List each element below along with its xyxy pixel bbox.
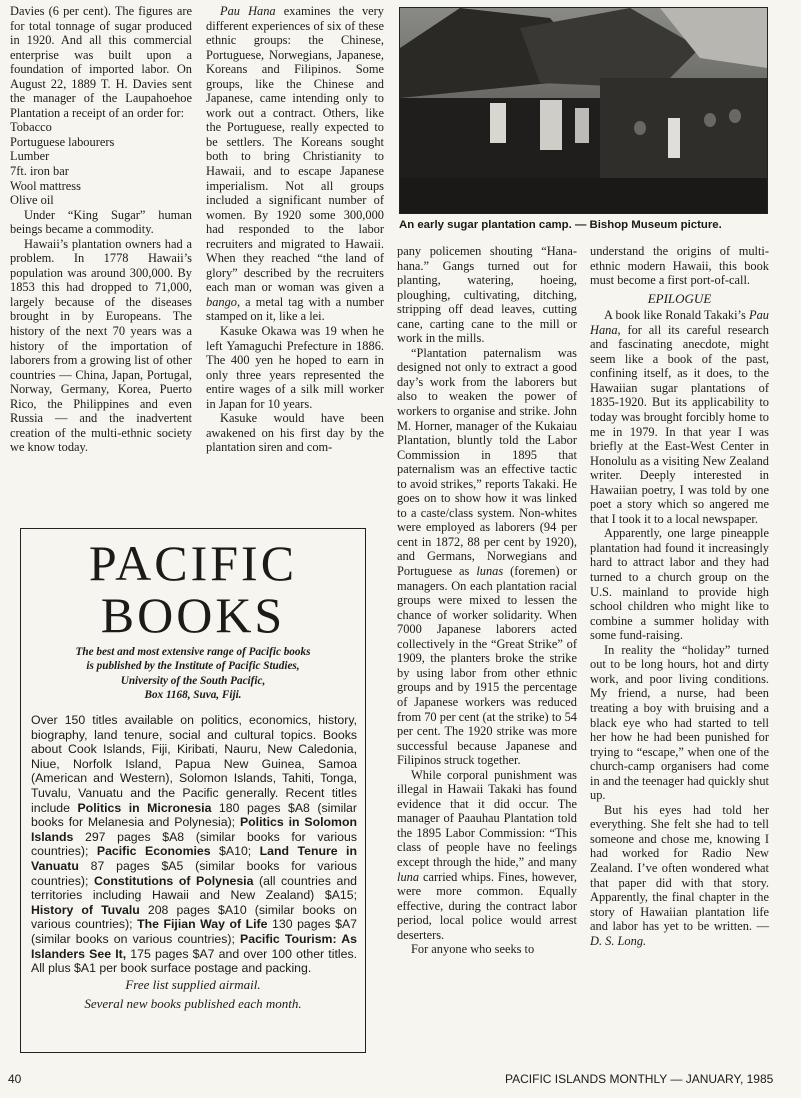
book-title: Pau Hana [590,308,769,337]
term-luna: luna [397,869,420,884]
paragraph: Pau Hana examines the very different experiences of six of these ethnic groups: the Chinese, Portuguese, Norwegians, Japanese, Koreans and Filipinos. Some groups, like the Chinese and Japanese, came intending only to work out a contract. Others, like the Portuguese, really expected to be settlers. The Koreans sought both to bring Christianity to Hawaii, and to escape Japanese imperialism. Not all groups included a significant number of women. By 1920 some 300,000 had responded to the labor recruiters and migrated to Hawaii. When they reached “the land of glory” described by the recruiters each man or woman was given a bango, a metal tag with a number stamped on it, like a lei. [206,4,384,324]
book-title: Pacific Economies [96,844,211,859]
pacific-books-advertisement [20,528,366,1053]
ad-subtitle: The best and most extensive range of Pacific books is published by the Institute of Pacific Studies, University of the South Pacific, Box 1168, Suva, Fiji. [75,646,311,701]
paragraph: Davies (6 per cent). The figures are for total tonnage of sugar produced in 1920. And all this commercial enterprise was built upon a foundation of imported labor. On August 22, 1889 T. H. Davies sent the manager of the Laupahoehoe Plantation a receipt of an order for: [10,4,192,120]
running-footer: PACIFIC ISLANDS MONTHLY — JANUARY, 1985 [505,1072,774,1086]
book-title: Pau Hana [220,4,276,18]
term-lunas: lunas [476,564,504,579]
book-title: History of Tuvalu [31,902,140,917]
paragraph: Hawaii’s plantation owners had a problem. In 1778 Hawaii’s population was around 300,000. By 1853 this had dropped to 71,000, largely because of the diseases brought in by Europeans. The history of the next 70 years was a history of the importation of laborers from a growing list of other countries — China, Japan, Portugal, Norway, Germany, Korea, Puerto Rico, the Philippines and even Russia — and the inadvertent creation of the multi-ethnic society we know today. [10,236,192,455]
book-title: Pacific Tourism: As Islanders See It, [31,931,357,961]
epilogue-heading: EPILOGUE [647,290,712,306]
paragraph: While corporal punishment was illegal in Hawaii Takaki has found evidence that it did occur. The manager of Paauhau Plantation told the 1895 Labor Commission: “This class of people have no feelings except through the hide,” and many luna carried whips. Fines, however, were more common. Equally effective, during the contract labor period, local police would arrest deserters. [397,767,577,942]
paragraph: In reality the “holiday” turned out to be long hours, hot and dirty work, and poor living conditions. My friend, a nurse, had been treating a boy with bruising and a black eye who had started to tell her how he had been punished for trying to “escape,” when one of the church-camp organisers had come in and the teenager had quickly shut up. [590,642,769,803]
order-item: Olive oil [10,193,54,208]
paragraph: But his eyes had told her everything. She felt she had to tell someone and chose me, knowing I had worked for Radio New Zealand. I’ve often wondered what that paper did with that story. Apparently, the final chapter in the story of Hawaiian plantation life and labor has yet to be written. — D. S. Long. [590,802,769,948]
order-item: Wool mattress [10,178,81,193]
ad-body: Over 150 titles available on politics, economics, history, biography, land tenure, social and cultural topics. Books about Cook Islands, Fiji, Kiribati, Nauru, New Caledonia, Niue, Norfolk Island, Papua New Guinea, Samoa (American and Western), Solomon Islands, Tahiti, Tonga, Tuvalu, Vanuatu and the Pacific generally. Recent titles include Politics in Micronesia 180 pages $A8 (similar books for Melanesia and Polynesia); Politics in Solomon Islands 297 pages $A8 (similar books for various countries); Pacific Economies $A10; Land Tenure in Vanuatu 87 pages $A5 (similar books for various countries); Constitutions of Polynesia (all countries and territories including Hawaii and New Zealand) $A15; History of Tuvalu 208 pages $A10 (similar books on various countries); The Fijian Way of Life 130 pages $A7 (similar books on various countries); Pacific Tourism: As Islanders See It, 175 pages $A7 and over 100 other titles. All plus $A1 per book surface postage and packing. [31,713,358,976]
book-title: The Fijian Way of Life [137,917,268,932]
paragraph: pany policemen shouting “Hana-hana.” Gangs turned out for planting, watering, hoeing, ploughing, cultivating, ditching, stripping off dead leaves, cutting cane, carting cane to the mill or work in the mills. [397,244,577,346]
author-signature: D. S. Long. [590,933,647,948]
paragraph: For anyone who seeks to [411,942,535,957]
article-column-1 [10,4,192,455]
article-column-2 [206,4,384,455]
paragraph: Apparently, one large pineapple plantation had found it increasingly hard to attract labor and they had turned to a church group on the U.S. mainland to provide high school children who might like to combine a summer holiday with some fund-raising. [590,526,769,643]
book-title: Politics in Solomon Islands [31,815,357,844]
ad-title: PACIFIC BOOKS [88,535,298,643]
order-item: Tobacco [10,120,52,135]
paragraph: understand the origins of multi-ethnic modern Hawaii, this book must become a first port-of-call. [590,244,769,288]
photo-caption: An early sugar plantation camp. — Bishop Museum picture. [399,219,722,231]
paragraph: A book like Ronald Takaki’s Pau Hana, for all its careful research and fascinating anecdote, might seem like a book of the past, confining itself, as it does, to the Hawaiian sugar plantations of 1835-1920. But its applicability to today was brought forcibly home to me in 1979. In that year I was briefly at the East-West Center in Honolulu as a visiting New Zealand writer. Deeply interested in Hawaiian poetry, I was told by one poet a story which so angered me that I took it to a local newspaper. [590,308,769,526]
paragraph: “Plantation paternalism was designed not only to extract a good day’s work from the laborers but also to weaken the power of workers to organise and strike. John M. Horner, manager of the Kukaiau Plantation, bluntly told the Labor Commission in 1895 that paternalism was an effective tactic to avoid strikes,” reports Takaki. He goes on to show how it was linked to a caste/class system. Non-whites were employed as laborers (94 per cent in 1872, 88 per cent by 1920), and Germans, Norwegians and Portuguese as lunas (foremen) or managers. On each plantation racial groups were mixed to lessen the chance of worker solidarity. When 7000 Japanese laborers acted collectively in the “Great Strike” of 1909, the planters broke the strike by using labor from other ethnic groups and by 1915 the percentage of Japanese workers was reduced from 70 per cent (at the strike) to 54 per cent. The 1920 strike was more successful because Japanese and Filipinos struck together. [397,345,577,768]
term-bango: bango [206,294,237,309]
paragraph: Kasuke would have been awakened on his first day by the plantation siren and com- [206,411,384,455]
ad-footer: Free list supplied airmail. Several new books published each month. [84,977,302,1011]
order-item: 7ft. iron bar [10,164,69,179]
article-column-4 [590,244,769,948]
book-title: Land Tenure in Vanuatu [31,844,357,873]
page-number: 40 [8,1072,22,1086]
paragraph: Kasuke Okawa was 19 when he left Yamaguchi Prefecture in 1886. The 400 yen he hoped to earn in only three years represented the entire wages of a silk mill worker in Japan for 10 years. [206,324,384,411]
article-column-3 [397,244,577,957]
book-title: Politics in Micronesia [77,800,212,815]
paragraph: Under “King Sugar” human beings became a commodity. [10,207,192,237]
order-list [10,120,192,207]
book-title: Constitutions of Polynesia [94,873,254,888]
plantation-camp-photo [399,7,768,214]
order-item: Lumber [10,149,50,164]
order-item: Portuguese labourers [10,134,115,149]
